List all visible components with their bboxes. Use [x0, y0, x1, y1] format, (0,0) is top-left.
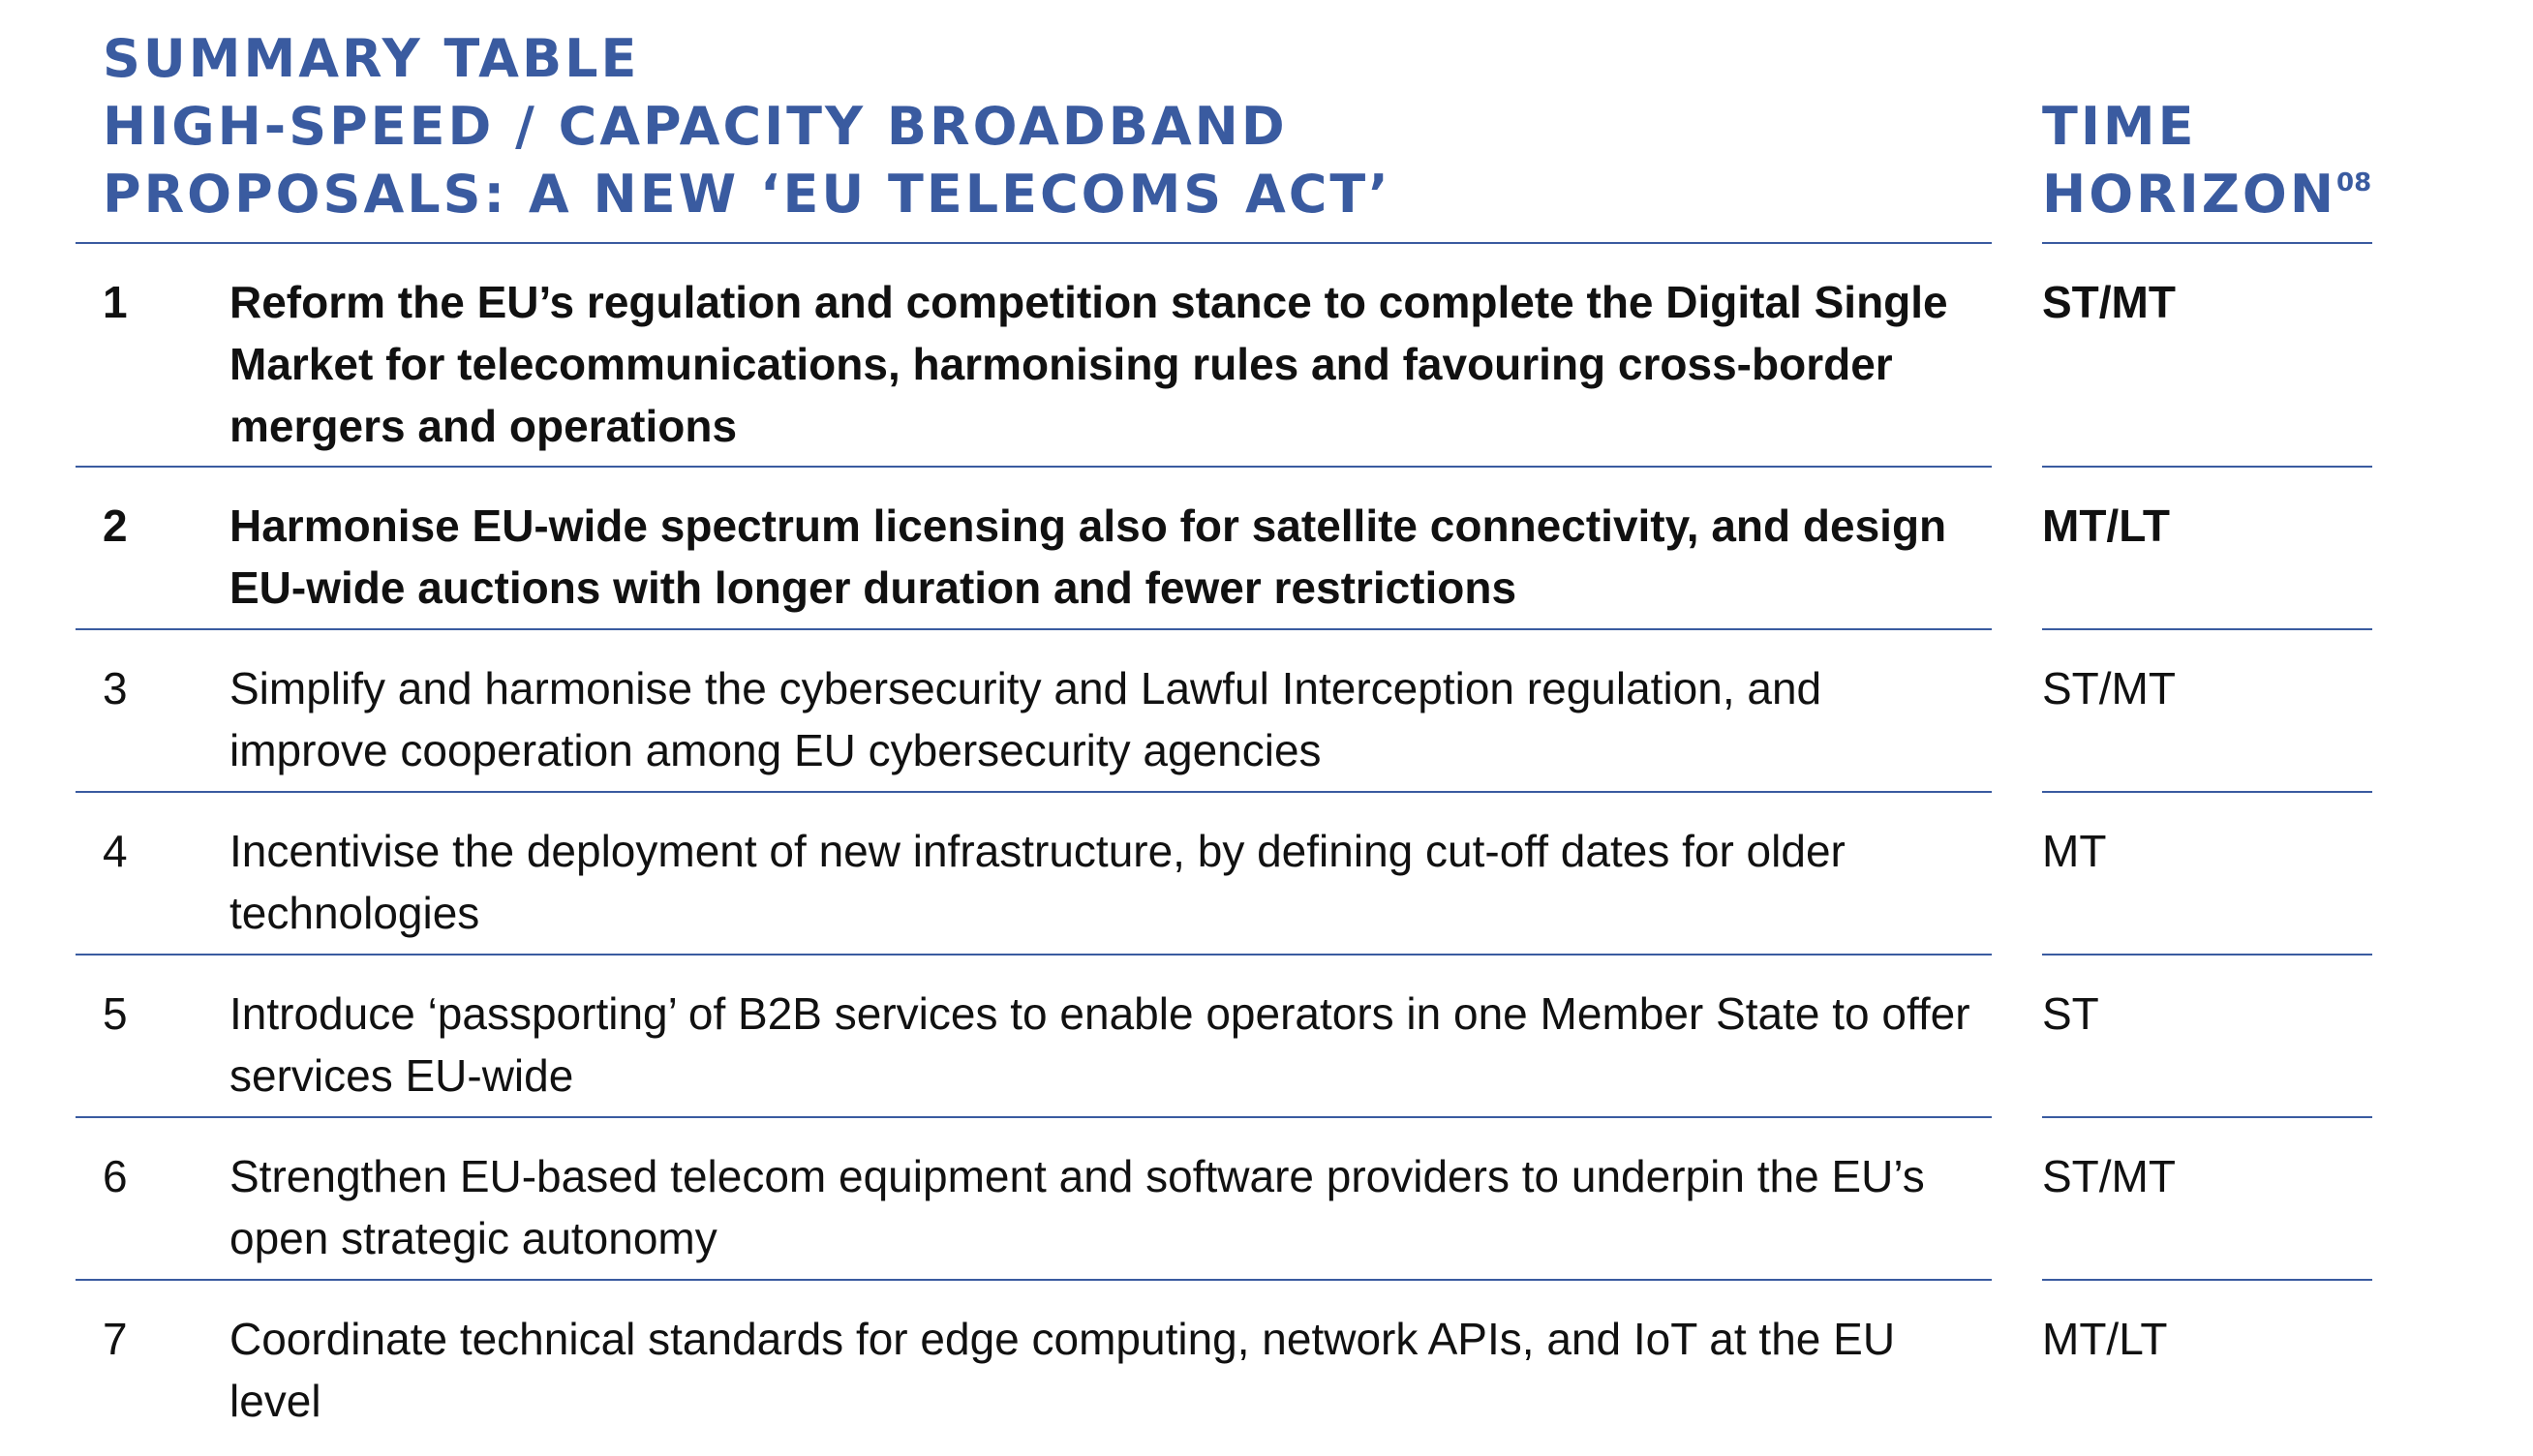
footnote-marker: 08 [2336, 168, 2372, 197]
title-line-1: SUMMARY TABLE [103, 28, 640, 89]
row-proposal-text: Harmonise EU-wide spectrum licensing also for satellite connectivity, and design EU-wide auctions with longer duration and fewer restrictions [229, 500, 1947, 613]
row-proposal-text: Coordinate technical standards for edge computing, network APIs, and IoT at the EU level [229, 1314, 1896, 1426]
row-divider [76, 791, 1992, 793]
title-line-3: PROPOSALS: A NEW ‘EU TELECOMS ACT’ [103, 164, 1391, 225]
row-divider [76, 954, 1992, 956]
header-divider [76, 242, 1992, 244]
row-divider-horizon [2042, 1116, 2372, 1118]
row-divider [76, 466, 1992, 468]
row-divider-horizon [2042, 628, 2372, 630]
row-number: 1 [103, 277, 128, 327]
row-number: 7 [103, 1314, 128, 1364]
row-time-horizon: ST [2042, 988, 2099, 1039]
row-number: 5 [103, 988, 128, 1039]
horizon-header-word: HORIZON [2042, 164, 2337, 225]
row-time-horizon: ST/MT [2042, 663, 2176, 713]
horizon-header-line-1: TIME [2042, 96, 2197, 157]
row-time-horizon: MT/LT [2042, 1314, 2168, 1364]
row-divider [76, 1116, 1992, 1118]
title-line-2: HIGH-SPEED / CAPACITY BROADBAND [103, 96, 1288, 157]
time-horizon-header [2042, 93, 2371, 228]
row-proposal-text: Introduce ‘passporting’ of B2B services to enable operators in one Member State to offer services EU-wide [229, 988, 1970, 1101]
row-divider-horizon [2042, 1279, 2372, 1281]
row-proposal-text: Incentivise the deployment of new infrastructure, by defining cut-off dates for older technologies [229, 826, 1846, 938]
row-number: 4 [103, 826, 128, 876]
row-proposal-text: Simplify and harmonise the cybersecurity and Lawful Interception regulation, and improve cooperation among EU cybersecurity agencies [229, 663, 1822, 775]
row-divider-horizon [2042, 466, 2372, 468]
row-divider-horizon [2042, 954, 2372, 956]
table-title [103, 25, 1991, 228]
horizon-header-line-2 [2042, 161, 2371, 228]
row-time-horizon: MT [2042, 826, 2107, 876]
row-divider [76, 1279, 1992, 1281]
row-time-horizon: ST/MT [2042, 277, 2176, 327]
row-number: 3 [103, 663, 128, 713]
row-number: 6 [103, 1151, 128, 1201]
row-divider [76, 628, 1992, 630]
row-time-horizon: MT/LT [2042, 500, 2170, 551]
row-proposal-text: Strengthen EU-based telecom equipment and software providers to underpin the EU’s open strategic autonomy [229, 1151, 1925, 1263]
row-divider-horizon [2042, 791, 2372, 793]
header-divider-horizon [2042, 242, 2372, 244]
row-proposal-text: Reform the EU’s regulation and competition stance to complete the Digital Single Market for telecommunications, harmonising rules and favouring cross-border mergers and operations [229, 277, 1948, 451]
row-number: 2 [103, 500, 128, 551]
row-time-horizon: ST/MT [2042, 1151, 2176, 1201]
